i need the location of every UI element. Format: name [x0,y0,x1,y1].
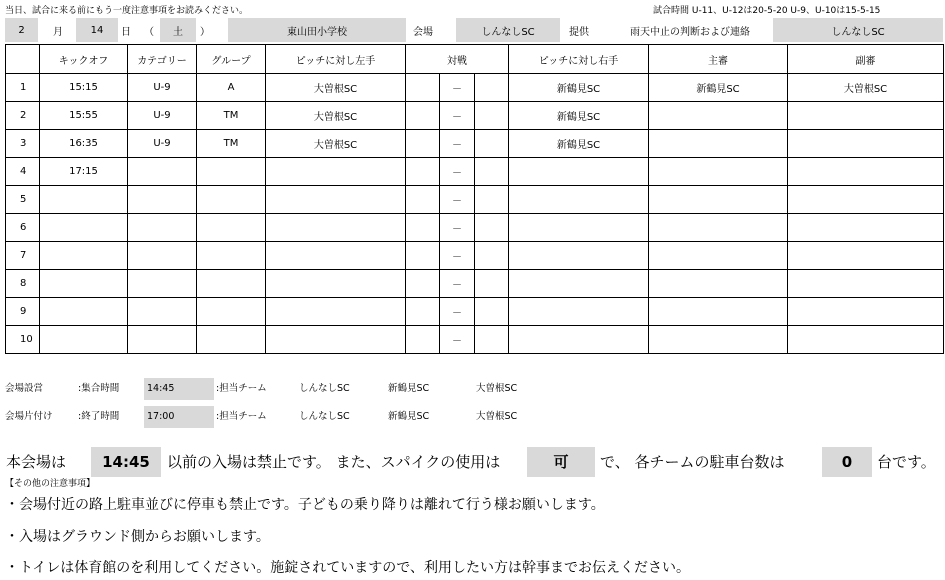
paren-close: ） [200,26,210,38]
group-cell: A [197,74,266,102]
table-row [6,74,944,102]
col-header-group: グループ [197,45,266,74]
table-row [6,158,944,186]
vs-right-blank [475,270,509,298]
category-cell: U-9 [128,102,197,130]
vs-left-blank [406,186,440,214]
left-team-cell: 大曽根SC [266,74,406,102]
teardown-team-label: :担当チーム [216,411,267,422]
vs-cell: － [440,326,475,354]
category-cell [128,214,197,242]
row-number: 6 [6,214,40,242]
left-team-cell: 大曽根SC [266,130,406,158]
kickoff-cell: 17:15 [40,158,128,186]
setup-label: 会場設営 [5,383,44,394]
right-team-cell [509,298,649,326]
assistant-cell [788,270,944,298]
row-number: 9 [6,298,40,326]
col-header-left-team: ピッチに対し左手 [266,45,406,74]
table-row [6,326,944,354]
vs-cell: － [440,158,475,186]
venue-name: 東山田小学校 [228,18,406,42]
row-number: 5 [6,186,40,214]
referee-cell [649,186,788,214]
setup-team-label: :担当チーム [216,383,267,394]
left-team-cell [266,158,406,186]
provide-label: 提供 [569,26,589,38]
top-notice: 当日、試合に来る前にもう一度注意事項をお読みください。 [5,6,249,16]
venue-label: 会場 [413,26,433,38]
note-3: ・トイレは体育館のを利用してください。施錠されていますので、利用したい方は幹事までお伝えください。 [5,560,691,576]
setup-team-2: 新鶴見SC [388,383,430,394]
referee-cell [649,102,788,130]
vs-right-blank [475,298,509,326]
category-cell [128,242,197,270]
other-notes-label: 【その他の注意事項】 [5,479,96,489]
kickoff-cell [40,326,128,354]
entry-suffix: 台です。 [877,453,936,471]
day-unit: 日 [121,26,131,38]
vs-right-blank [475,102,509,130]
table-row [6,270,944,298]
setup-team-3: 大曽根SC [476,383,518,394]
row-number: 7 [6,242,40,270]
referee-cell [649,130,788,158]
vs-cell: － [440,298,475,326]
vs-right-blank [475,242,509,270]
note-2: ・入場はグラウンド側からお願いします。 [5,529,270,545]
assistant-cell [788,326,944,354]
referee-cell [649,158,788,186]
vs-cell: － [440,270,475,298]
vs-left-blank [406,102,440,130]
left-team-cell [266,186,406,214]
col-header-referee: 主審 [649,45,788,74]
right-team-cell: 新鶴見SC [509,74,649,102]
teardown-team-3: 大曽根SC [476,411,518,422]
rain-contact: しんなしSC [773,18,943,42]
row-number: 2 [6,102,40,130]
table-row [6,130,944,158]
row-number: 10 [6,326,40,354]
month-value: 2 [5,18,38,42]
entry-time: 14:45 [91,447,161,477]
group-cell: TM [197,102,266,130]
left-team-cell [266,270,406,298]
vs-left-blank [406,270,440,298]
setup-team-1: しんなしSC [299,383,350,394]
teardown-team-1: しんなしSC [299,411,350,422]
vs-left-blank [406,298,440,326]
left-team-cell [266,326,406,354]
note-1: ・会場付近の路上駐車並びに停車も禁止です。子どもの乗り降りは離れて行う様お願いします。 [5,497,605,513]
category-cell [128,298,197,326]
left-team-cell [266,298,406,326]
teardown-time: 17:00 [144,406,214,428]
table-header-row [6,45,944,74]
entry-mid-2: で、 各チームの駐車台数は [600,453,785,471]
referee-cell [649,326,788,354]
row-number: 8 [6,270,40,298]
match-time-note: 試合時間 U-11、U-12は20-5-20 U-9、U-10は15-5-15 [653,6,881,16]
setup-time-label: :集合時間 [78,383,120,394]
paren-open: （ [144,26,154,38]
col-header-right-team: ピッチに対し右手 [509,45,649,74]
kickoff-cell [40,298,128,326]
kickoff-cell: 15:15 [40,74,128,102]
category-cell: U-9 [128,74,197,102]
assistant-cell [788,158,944,186]
table-row [6,186,944,214]
entry-prefix: 本会場は [6,453,67,471]
row-number: 4 [6,158,40,186]
setup-time: 14:45 [144,378,214,400]
right-team-cell [509,214,649,242]
vs-left-blank [406,130,440,158]
col-header-assistant: 副審 [788,45,944,74]
month-unit: 月 [53,26,63,38]
left-team-cell: 大曽根SC [266,102,406,130]
col-header-no [6,45,40,74]
table-row [6,242,944,270]
vs-left-blank [406,242,440,270]
category-cell [128,158,197,186]
rain-label: 雨天中止の判断および連絡 [630,26,750,38]
group-cell [197,326,266,354]
kickoff-cell [40,242,128,270]
kickoff-cell [40,270,128,298]
right-team-cell [509,186,649,214]
vs-left-blank [406,158,440,186]
group-cell: TM [197,130,266,158]
group-cell [197,242,266,270]
group-cell [197,214,266,242]
group-cell [197,186,266,214]
left-team-cell [266,214,406,242]
table-row [6,214,944,242]
vs-cell: － [440,130,475,158]
vs-left-blank [406,74,440,102]
kickoff-cell: 16:35 [40,130,128,158]
referee-cell [649,242,788,270]
teardown-time-label: :終了時間 [78,411,120,422]
entry-mid-1: 以前の入場は禁止です。 また、スパイクの使用は [167,453,501,471]
right-team-cell: 新鶴見SC [509,130,649,158]
referee-cell [649,270,788,298]
schedule-table [5,44,944,354]
assistant-cell: 大曽根SC [788,74,944,102]
right-team-cell [509,158,649,186]
vs-cell: － [440,214,475,242]
vs-right-blank [475,130,509,158]
vs-right-blank [475,326,509,354]
col-header-category: カテゴリー [128,45,197,74]
referee-cell: 新鶴見SC [649,74,788,102]
referee-cell [649,214,788,242]
parking-value: 0 [822,447,872,477]
vs-right-blank [475,158,509,186]
kickoff-cell: 15:55 [40,102,128,130]
vs-cell: － [440,74,475,102]
group-cell [197,298,266,326]
right-team-cell: 新鶴見SC [509,102,649,130]
row-number: 3 [6,130,40,158]
kickoff-cell [40,186,128,214]
teardown-team-2: 新鶴見SC [388,411,430,422]
right-team-cell [509,326,649,354]
col-header-kickoff: キックオフ [40,45,128,74]
vs-right-blank [475,186,509,214]
category-cell [128,186,197,214]
host-team: しんなしSC [456,18,560,42]
row-number: 1 [6,74,40,102]
group-cell [197,158,266,186]
table-row [6,102,944,130]
spikes-value: 可 [527,447,595,477]
weekday-value: 土 [160,18,196,42]
vs-left-blank [406,326,440,354]
assistant-cell [788,186,944,214]
vs-left-blank [406,214,440,242]
assistant-cell [788,130,944,158]
kickoff-cell [40,214,128,242]
day-value: 14 [76,18,118,42]
assistant-cell [788,242,944,270]
referee-cell [649,298,788,326]
category-cell: U-9 [128,130,197,158]
right-team-cell [509,270,649,298]
vs-cell: － [440,186,475,214]
vs-right-blank [475,214,509,242]
left-team-cell [266,242,406,270]
category-cell [128,270,197,298]
teardown-label: 会場片付け [5,411,53,422]
col-header-vs: 対戦 [406,45,509,74]
vs-cell: － [440,242,475,270]
category-cell [128,326,197,354]
group-cell [197,270,266,298]
right-team-cell [509,242,649,270]
assistant-cell [788,298,944,326]
vs-right-blank [475,74,509,102]
assistant-cell [788,214,944,242]
assistant-cell [788,102,944,130]
table-row [6,298,944,326]
vs-cell: － [440,102,475,130]
